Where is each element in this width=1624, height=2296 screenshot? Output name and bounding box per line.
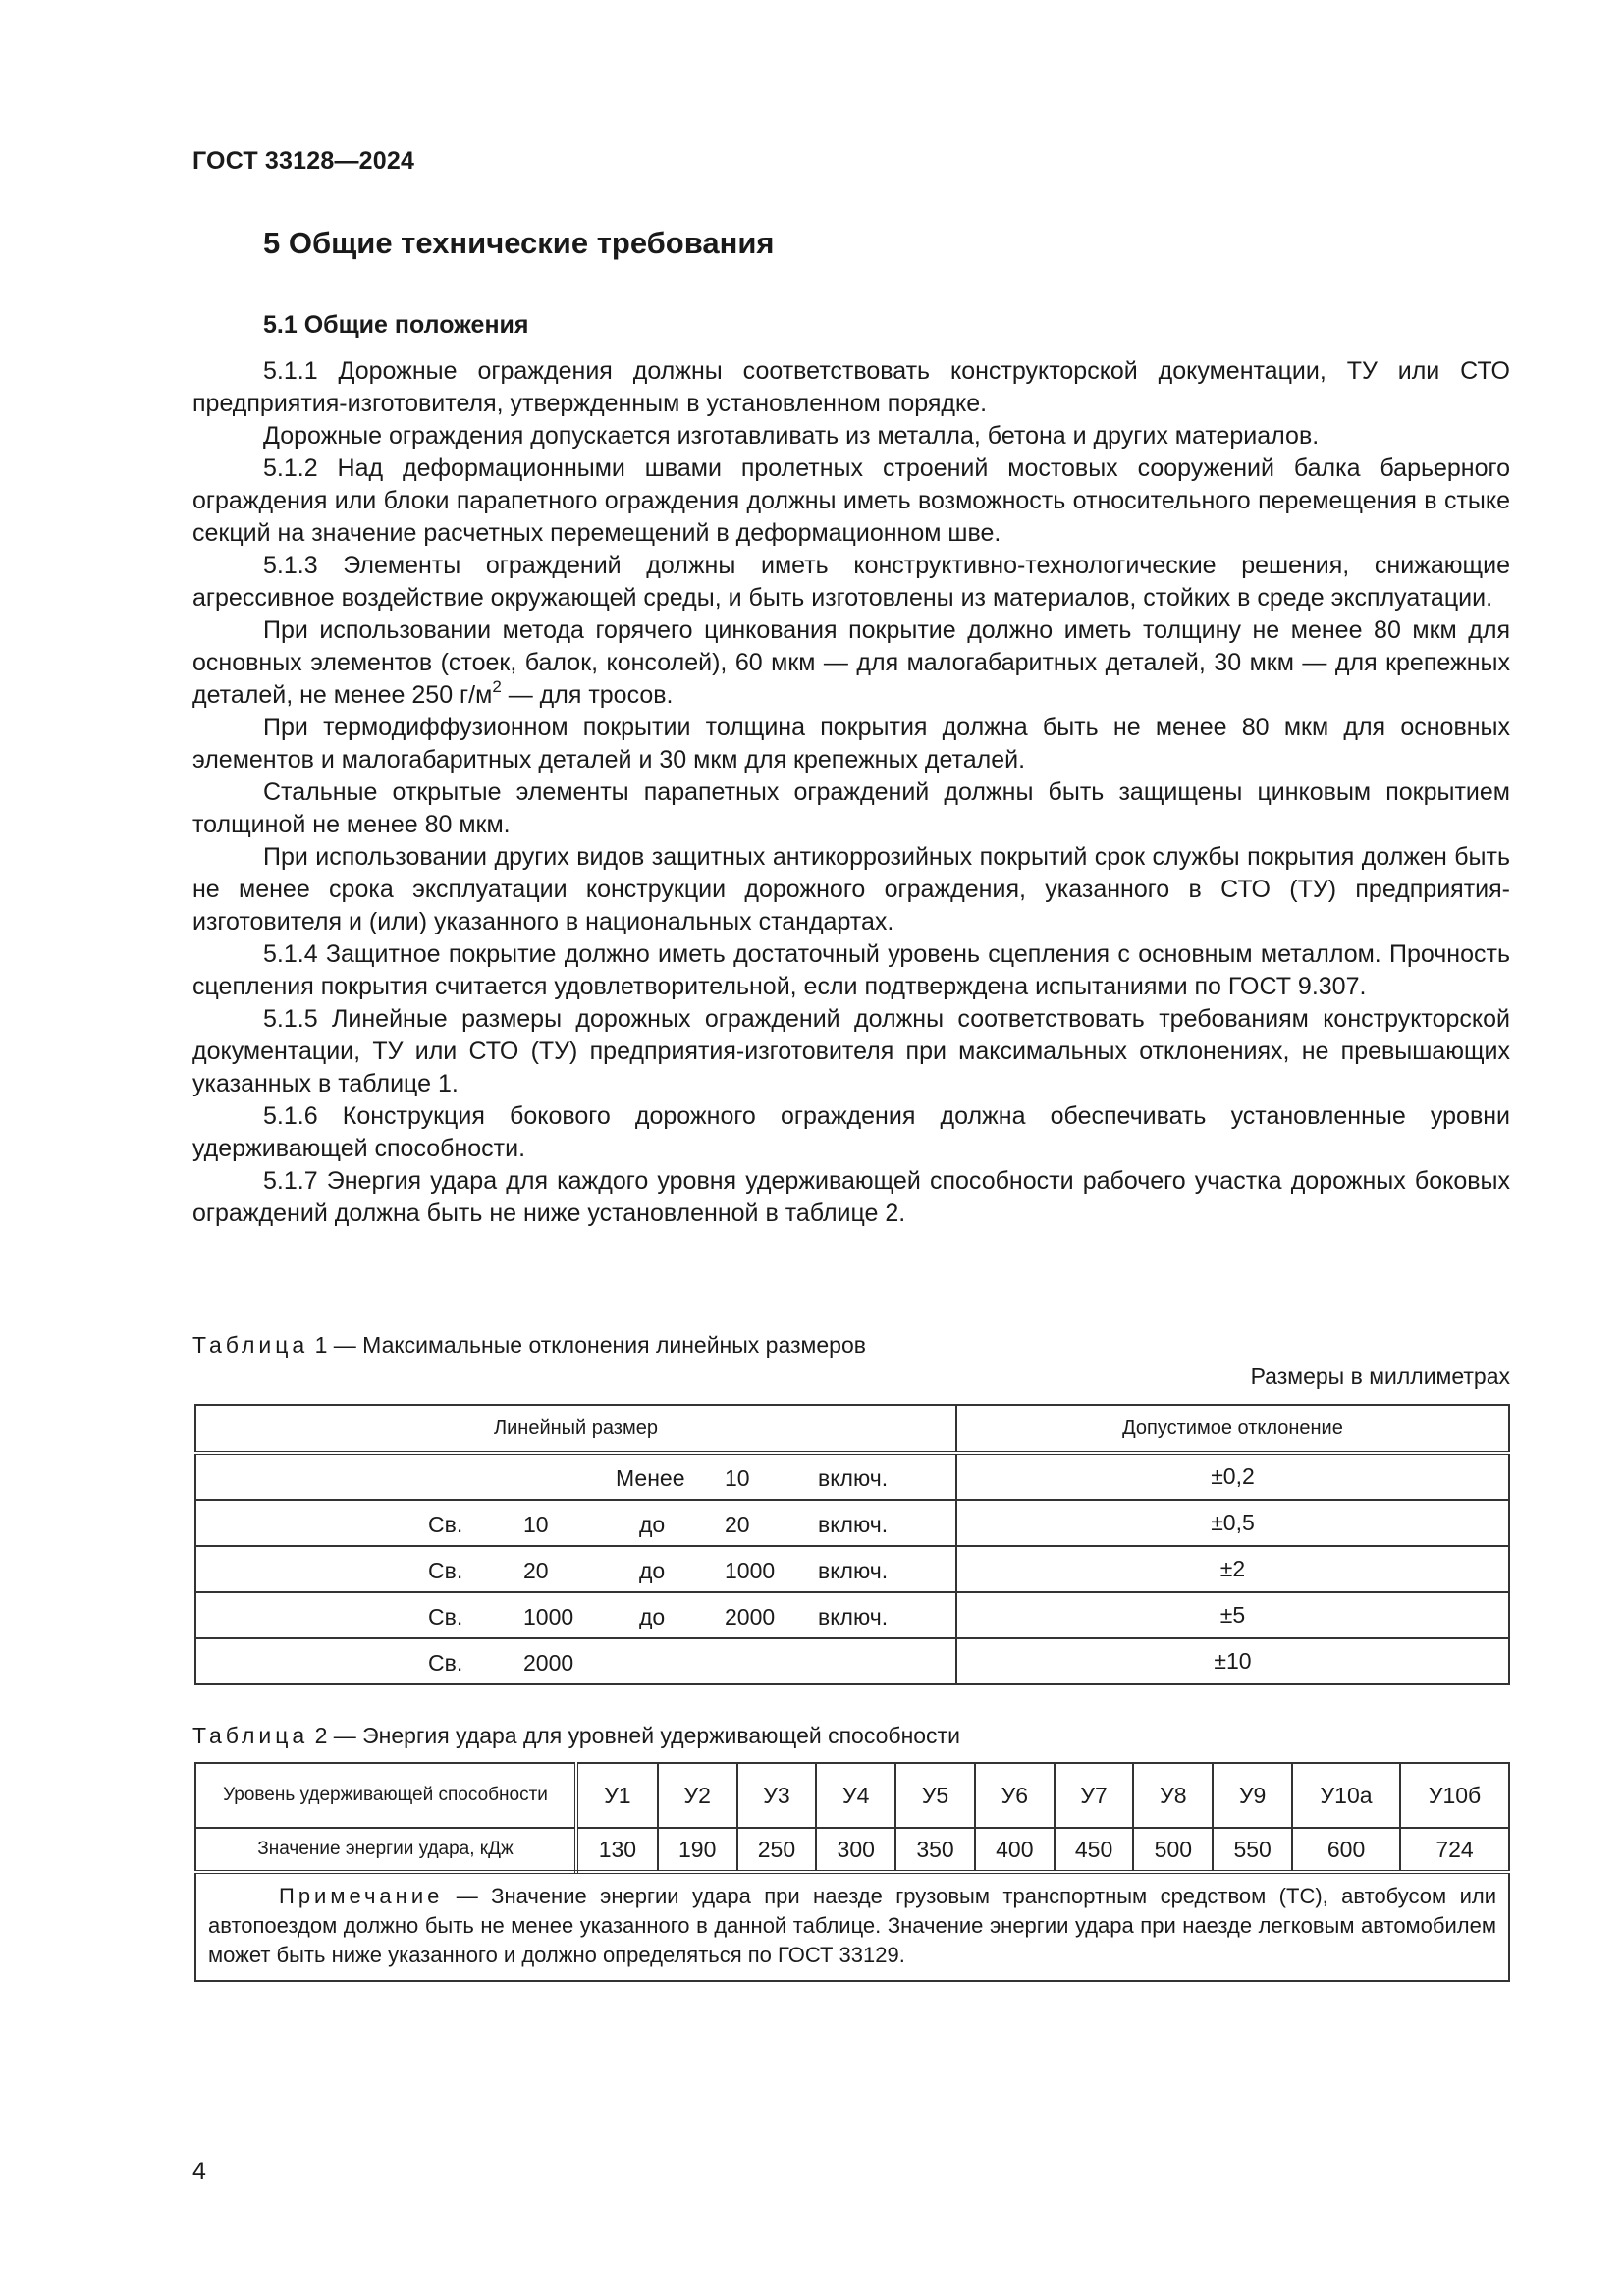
deviation-cell: ±5 xyxy=(956,1592,1509,1638)
table-row xyxy=(195,1453,1509,1500)
table1-caption xyxy=(192,1332,866,1359)
paragraph: Дорожные ограждения допускается изготавливать из металла, бетона и других материалов. xyxy=(263,422,1320,450)
table-row xyxy=(195,1638,1509,1684)
paragraph-text: При использовании метода горячего цинкования покрытие должно иметь толщину не менее 80 мкм для основных элементов (стоек, балок, консолей), 60 мкм — для малогабаритных деталей, 30 мкм — для крепежных деталей, не менее 250 г/м xyxy=(192,616,1510,709)
table2 xyxy=(194,1762,1510,1982)
table-row xyxy=(195,1592,1509,1638)
note-text: — Значение энергии удара при наезде грузовым транспортным средством (ТС), автобусом или автопоездом должно быть не менее указанного в данной таблице. Значение энергии удара при наезде легковым автомобилем может быть ниже указанного и должно определяться по ГОСТ 33129. xyxy=(208,1884,1496,1967)
energy-cell: 600 xyxy=(1292,1828,1400,1872)
paragraph: 5.1.1 Дорожные ограждения должны соответствовать конструкторской документации, ТУ или СТО предприятия-изготовителя, утвержденным в установленном порядке. xyxy=(192,357,1510,417)
document-code-header: ГОСТ 33128—2024 xyxy=(192,147,415,175)
superscript: 2 xyxy=(492,676,502,696)
paragraph: Стальные открытые элементы парапетных ограждений должны быть защищены цинковым покрытием толщиной не менее 80 мкм. xyxy=(192,778,1510,838)
table1-caption-word: Таблица xyxy=(192,1332,309,1358)
table1-header-size: Линейный размер xyxy=(195,1405,956,1453)
paragraph: При термодиффузионном покрытии толщина покрытия должна быть не менее 80 мкм для основных элементов и малогабаритных деталей и 30 мкм для крепежных деталей. xyxy=(192,714,1510,774)
table2-caption-text: 2 — Энергия удара для уровней удерживающей способности xyxy=(308,1723,960,1748)
energy-cell: 500 xyxy=(1133,1828,1213,1872)
size-to-word: до xyxy=(639,1558,666,1583)
energy-cell: 250 xyxy=(737,1828,817,1872)
paragraph: 5.1.5 Линейные размеры дорожных ограждений должны соответствовать требованиям конструкторской документации, ТУ или СТО (ТУ) предприятия-изготовителя при максимальных отклонениях, не превышающих указанных в таблице 1. xyxy=(192,1005,1510,1097)
energy-row-label: Значение энергии удара, кДж xyxy=(195,1828,576,1872)
paragraph: 5.1.3 Элементы ограждений должны иметь конструктивно-технологические решения, снижающие агрессивное воздействие окружающей среды, и быть изготовлены из материалов, стойких в среде эксплуатации. xyxy=(192,552,1510,612)
levels-row-label: Уровень удерживающей способности xyxy=(195,1763,576,1828)
size-cell xyxy=(195,1638,956,1684)
size-to: 1000 xyxy=(725,1558,776,1583)
level-cell: У2 xyxy=(658,1763,737,1828)
table2-caption-word: Таблица xyxy=(192,1723,309,1748)
level-cell: У8 xyxy=(1133,1763,1213,1828)
paragraph: 5.1.4 Защитное покрытие должно иметь достаточный уровень сцепления с основным металлом. Прочность сцепления покрытия считается удовлетворительной, если подтверждена испытаниями по ГОСТ 9.307. xyxy=(192,940,1510,1000)
size-over: Св. xyxy=(428,1558,463,1583)
level-cell: У6 xyxy=(975,1763,1055,1828)
size-inclusive: включ. xyxy=(818,1604,889,1629)
section-title: 5 Общие технические требования xyxy=(263,226,775,260)
energy-cell: 450 xyxy=(1055,1828,1134,1872)
subsection-title: 5.1 Общие положения xyxy=(263,311,529,339)
note-paragraph xyxy=(208,1882,1496,1970)
level-cell: У1 xyxy=(576,1763,658,1828)
note-word: Примечание xyxy=(279,1884,444,1908)
paragraph-text: — для тросов. xyxy=(501,681,674,709)
size-over: Св. xyxy=(428,1650,463,1676)
table1-caption-text: 1 — Максимальные отклонения линейных размеров xyxy=(308,1332,866,1358)
table1-header-row xyxy=(195,1405,1509,1453)
level-cell: У9 xyxy=(1213,1763,1292,1828)
size-over: Св. xyxy=(428,1512,463,1537)
deviation-cell: ±2 xyxy=(956,1546,1509,1592)
deviation-cell: ±0,2 xyxy=(956,1453,1509,1500)
page-number: 4 xyxy=(192,2158,206,2185)
table1 xyxy=(194,1404,1510,1685)
energy-cell: 190 xyxy=(658,1828,737,1872)
energy-cell: 724 xyxy=(1400,1828,1509,1872)
size-cell xyxy=(195,1500,956,1546)
size-from: 2000 xyxy=(523,1650,574,1676)
size-to: 10 xyxy=(725,1466,750,1491)
table2-caption xyxy=(192,1723,960,1749)
table2-note-row xyxy=(195,1872,1509,1981)
size-from: 20 xyxy=(523,1558,549,1583)
size-inclusive: включ. xyxy=(818,1466,889,1491)
table-row xyxy=(195,1500,1509,1546)
size-inclusive: включ. xyxy=(818,1512,889,1537)
size-cell xyxy=(195,1453,956,1500)
size-to-word: до xyxy=(639,1604,666,1629)
level-cell: У10б xyxy=(1400,1763,1509,1828)
table2-note xyxy=(195,1872,1509,1981)
body-text xyxy=(192,355,1510,1230)
paragraph: 5.1.7 Энергия удара для каждого уровня удерживающей способности рабочего участка дорожных боковых ограждений должна быть не ниже установленной в таблице 2. xyxy=(192,1167,1510,1227)
table-row xyxy=(195,1546,1509,1592)
deviation-cell: ±10 xyxy=(956,1638,1509,1684)
size-to-word: до xyxy=(639,1512,666,1537)
size-from: 1000 xyxy=(523,1604,574,1629)
size-cell xyxy=(195,1546,956,1592)
paragraph: 5.1.6 Конструкция бокового дорожного ограждения должна обеспечивать установленные уровни удерживающей способности. xyxy=(192,1102,1510,1162)
paragraph xyxy=(192,614,1510,712)
table2-energy-row xyxy=(195,1828,1509,1872)
energy-cell: 550 xyxy=(1213,1828,1292,1872)
paragraph: При использовании других видов защитных антикоррозийных покрытий срок службы покрытия должен быть не менее срока эксплуатации конструкции дорожного ограждения, указанного в СТО (ТУ) предприятия-изготовителя и (или) указанного в национальных стандартах. xyxy=(192,843,1510,935)
size-less-word: Менее xyxy=(616,1466,685,1491)
size-cell xyxy=(195,1592,956,1638)
table1-units: Размеры в миллиметрах xyxy=(1250,1363,1510,1389)
table1-header-deviation: Допустимое отклонение xyxy=(956,1405,1509,1453)
energy-cell: 130 xyxy=(576,1828,658,1872)
level-cell: У5 xyxy=(895,1763,975,1828)
level-cell: У3 xyxy=(737,1763,817,1828)
energy-cell: 300 xyxy=(816,1828,895,1872)
level-cell: У7 xyxy=(1055,1763,1134,1828)
level-cell: У4 xyxy=(816,1763,895,1828)
paragraph: 5.1.2 Над деформационными швами пролетных строений мостовых сооружений балка барьерного ограждения или блоки парапетного ограждения должны иметь возможность относительного перемещения в стыке секций на значение расчетных перемещений в деформационном шве. xyxy=(192,454,1510,547)
size-over: Св. xyxy=(428,1604,463,1629)
level-cell: У10а xyxy=(1292,1763,1400,1828)
energy-cell: 350 xyxy=(895,1828,975,1872)
size-to: 2000 xyxy=(725,1604,776,1629)
table2-levels-row xyxy=(195,1763,1509,1828)
size-from: 10 xyxy=(523,1512,549,1537)
deviation-cell: ±0,5 xyxy=(956,1500,1509,1546)
size-inclusive: включ. xyxy=(818,1558,889,1583)
energy-cell: 400 xyxy=(975,1828,1055,1872)
size-to: 20 xyxy=(725,1512,750,1537)
